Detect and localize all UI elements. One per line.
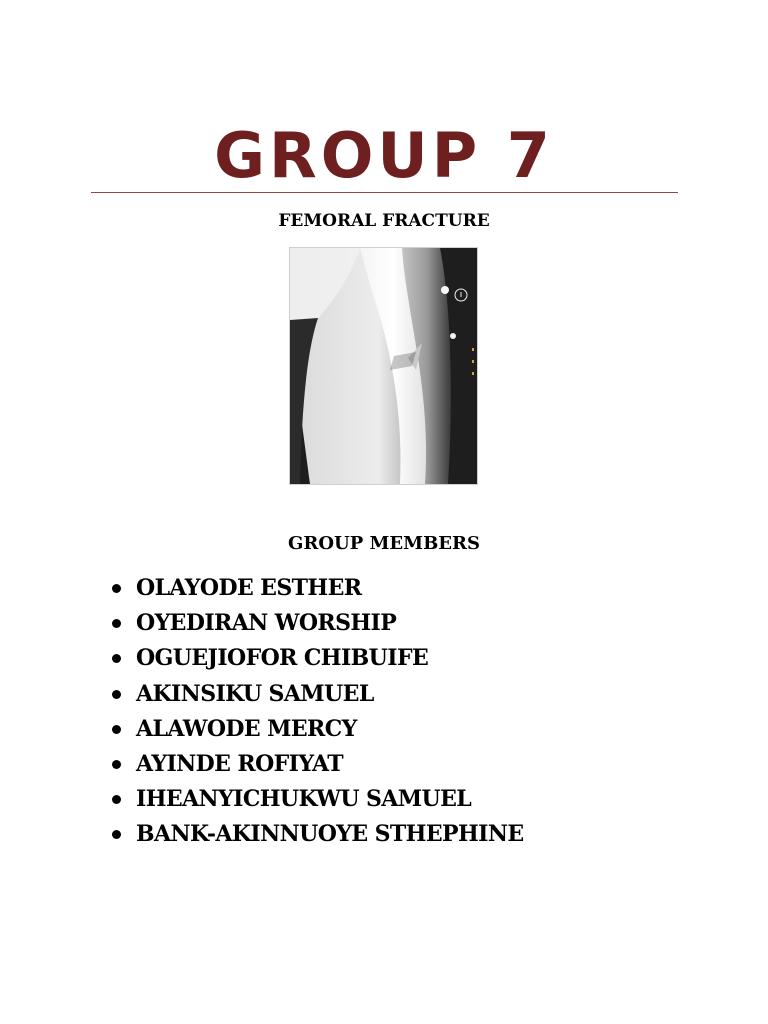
member-name: AKINSIKU SAMUEL (136, 680, 374, 707)
femur-xray-image (289, 247, 478, 485)
member-name: OYEDIRAN WORSHIP (136, 610, 397, 637)
bullet-icon (112, 584, 121, 593)
bullet-icon (112, 795, 121, 804)
bullet-icon (112, 830, 121, 839)
member-name: AYINDE ROFIYAT (136, 750, 344, 777)
image-caption: FEMORAL FRACTURE (278, 211, 490, 231)
member-name: ALAWODE MERCY (136, 715, 357, 742)
bullet-icon (112, 725, 121, 734)
bullet-icon (112, 760, 121, 769)
members-heading: GROUP MEMBERS (288, 533, 480, 554)
bullet-icon (112, 690, 121, 699)
member-name: IHEANYICHUKWU SAMUEL (136, 786, 472, 813)
bullet-icon (112, 619, 121, 628)
bullet-icon (112, 654, 121, 663)
member-name: BANK-AKINNUOYE STHEPHINE (136, 821, 524, 848)
member-name: OGUEJIOFOR CHIBUIFE (136, 645, 429, 672)
page-title: GROUP 7 (214, 119, 554, 192)
title-divider (91, 192, 678, 193)
member-name: OLAYODE ESTHER (136, 575, 362, 601)
